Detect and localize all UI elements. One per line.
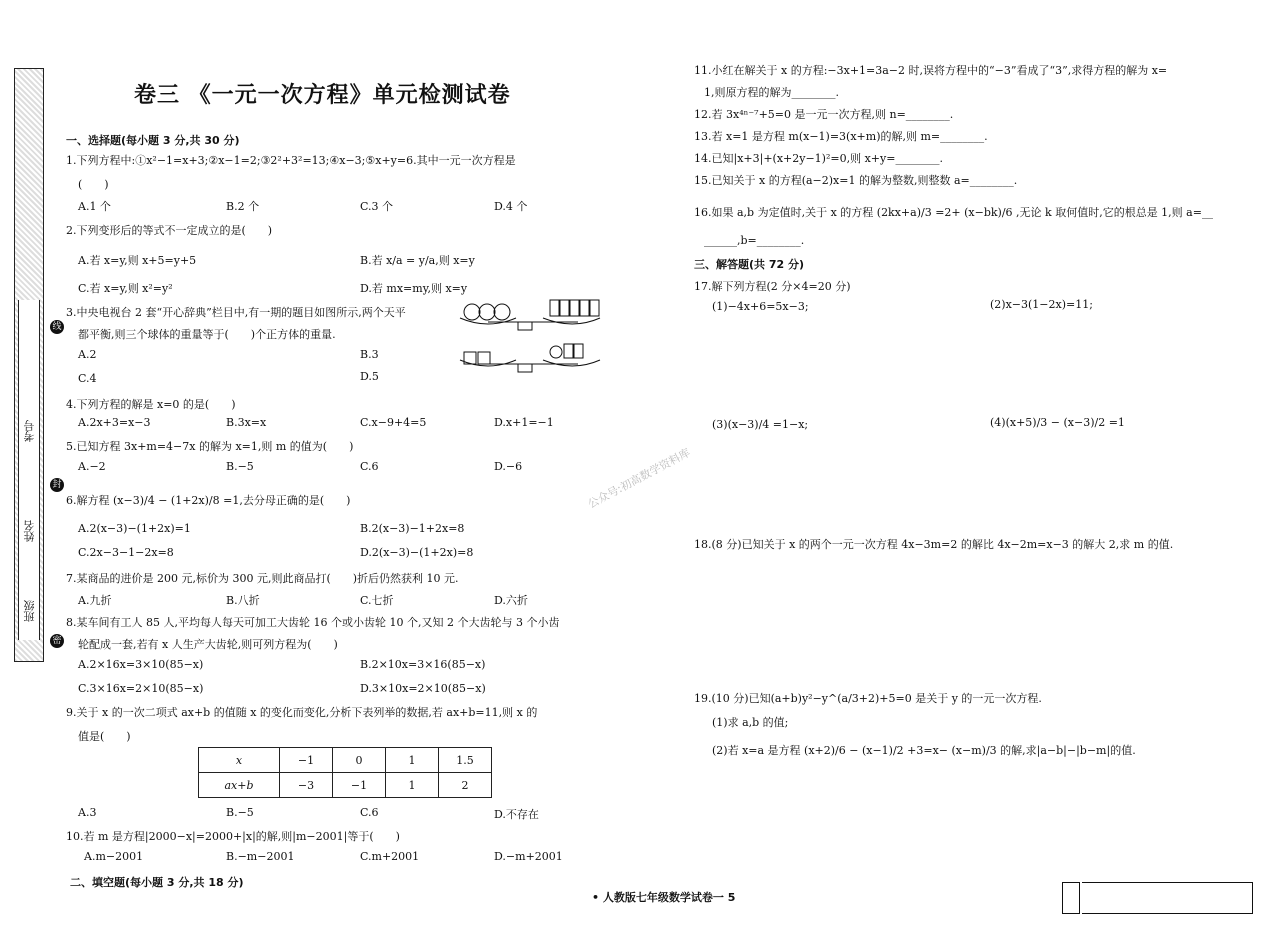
table-cell: 2 xyxy=(439,773,492,798)
q9-option-a: A.3 xyxy=(78,806,97,819)
q8-option-c: C.3×16x=2×10(85−x) xyxy=(78,682,204,695)
q17-part-4: (4)(x+5)/3 − (x−3)/2 =1 xyxy=(990,416,1125,429)
question-12: 12.若 3x⁴ⁿ⁻⁷+5=0 是一元一次方程,则 n=________. xyxy=(694,108,954,121)
q17-part-2: (2)x−3(1−2x)=11; xyxy=(990,298,1093,311)
binding-dot-seal: 封 xyxy=(50,478,64,492)
corner-mark xyxy=(1062,882,1080,914)
q8-option-b: B.2×10x=3×16(85−x) xyxy=(360,658,486,671)
question-13: 13.若 x=1 是方程 m(x−1)=3(x+m)的解,则 m=________. xyxy=(694,130,988,143)
section-answer-heading: 三、解答题(共 72 分) xyxy=(694,258,805,271)
fulcrum-shape xyxy=(518,364,532,372)
question-1: 1.下列方程中:①x²−1=x+3;②x−1=2;③2²+3²=13;④x−3;⑤x+y=6.其中一元一次方程是 xyxy=(66,154,516,167)
cube-shape xyxy=(570,300,579,316)
pan-shape xyxy=(543,360,600,366)
table-row xyxy=(199,748,492,773)
cube-shape xyxy=(550,300,559,316)
q8-option-a: A.2×16x=3×10(85−x) xyxy=(78,658,204,671)
question-7: 7.某商品的进价是 200 元,标价为 300 元,则此商品打( )折后仍然获利 10 元. xyxy=(66,572,459,585)
q7-option-b: B.八折 xyxy=(226,594,260,607)
table-cell: x xyxy=(199,748,280,773)
question-2: 2.下列变形后的等式不一定成立的是( ) xyxy=(66,224,273,237)
question-8-line2: 轮配成一套,若有 x 人生产大齿轮,则可列方程为( ) xyxy=(78,638,338,651)
question-15: 15.已知关于 x 的方程(a−2)x=1 的解为整数,则整数 a=________. xyxy=(694,174,1018,187)
binding-dot-secret: 密 xyxy=(50,634,64,648)
question-9-line2: 值是( ) xyxy=(78,730,131,743)
ball-shape xyxy=(494,304,510,320)
question-4: 4.下列方程的解是 x=0 的是( ) xyxy=(66,398,236,411)
q4-option-d: D.x+1=−1 xyxy=(494,416,554,429)
question-11-line1: 11.小红在解关于 x 的方程:−3x+1=3a−2 时,误将方程中的“−3”看成了“3”,求得方程的解为 x= xyxy=(694,64,1168,77)
table-cell: −1 xyxy=(333,773,386,798)
question-14: 14.已知|x+3|+(x+2y−1)²=0,则 x+y=________. xyxy=(694,152,943,165)
table-cell: 1 xyxy=(386,773,439,798)
question-16-line2: ______,b=________. xyxy=(704,234,805,247)
section-choice-heading: 一、选择题(每小题 3 分,共 30 分) xyxy=(66,134,240,147)
class-label: 班级 xyxy=(23,600,36,622)
question-10: 10.若 m 是方程|2000−x|=2000+|x|的解,则|m−2001|等于( ) xyxy=(66,830,400,843)
q4-option-c: C.x−9+4=5 xyxy=(360,416,427,429)
q3-option-d: D.5 xyxy=(360,370,379,383)
q5-option-b: B.−5 xyxy=(226,460,254,473)
question-18: 18.(8 分)已知关于 x 的两个一元一次方程 4x−3m=2 的解比 4x−2m=x−3 的解大 2,求 m 的值. xyxy=(694,538,1174,551)
question-19: 19.(10 分)已知(a+b)y²−y^(a/3+2)+5=0 是关于 y 的一元一次方程. xyxy=(694,692,1042,705)
balance-scales-figure xyxy=(458,298,603,382)
q10-option-b: B.−m−2001 xyxy=(226,850,295,863)
cube-shape xyxy=(590,300,599,316)
q1-option-c: C.3 个 xyxy=(360,200,394,213)
binding-strip xyxy=(18,300,40,640)
q3-option-c: C.4 xyxy=(78,372,97,385)
q5-option-d: D.−6 xyxy=(494,460,523,473)
ball-shape xyxy=(550,346,562,358)
q7-option-a: A.九折 xyxy=(78,594,112,607)
exam-no-label: 考号 xyxy=(23,420,36,442)
q4-option-b: B.3x=x xyxy=(226,416,267,429)
q6-option-b: B.2(x−3)−1+2x=8 xyxy=(360,522,465,535)
page-title: 卷三 《一元一次方程》单元检测试卷 xyxy=(134,83,511,108)
q4-option-a: A.2x+3=x−3 xyxy=(78,416,151,429)
q17-part-3: (3)(x−3)/4 =1−x; xyxy=(712,418,809,431)
name-label: 姓名 xyxy=(23,520,36,542)
question-5: 5.已知方程 3x+m=4−7x 的解为 x=1,则 m 的值为( ) xyxy=(66,440,354,453)
question-1-blank: ( ) xyxy=(78,178,109,191)
q1-option-b: B.2 个 xyxy=(226,200,260,213)
ball-shape xyxy=(479,304,495,320)
q3-option-b: B.3 xyxy=(360,348,379,361)
fulcrum-shape xyxy=(518,322,532,330)
q6-option-a: A.2(x−3)−(1+2x)=1 xyxy=(78,522,191,535)
table-cell: −1 xyxy=(280,748,333,773)
q9-table xyxy=(198,747,492,798)
question-17: 17.解下列方程(2 分×4=20 分) xyxy=(694,280,851,293)
q8-option-d: D.3×10x=2×10(85−x) xyxy=(360,682,486,695)
question-3-line1: 3.中央电视台 2 套“开心辞典”栏目中,有一期的题目如图所示,两个天平 xyxy=(66,306,406,319)
table-cell: 0 xyxy=(333,748,386,773)
q10-option-c: C.m+2001 xyxy=(360,850,420,863)
q2-option-b: B.若 x/a = y/a,则 x=y xyxy=(360,254,475,267)
question-11-line2: 1,则原方程的解为________. xyxy=(704,86,839,99)
table-cell: 1.5 xyxy=(439,748,492,773)
section-fill-heading: 二、填空题(每小题 3 分,共 18 分) xyxy=(70,876,244,889)
cube-shape xyxy=(560,300,569,316)
ball-shape xyxy=(464,304,480,320)
table-cell: 1 xyxy=(386,748,439,773)
q5-option-a: A.−2 xyxy=(78,460,106,473)
binding-dot-line: 线 xyxy=(50,320,64,334)
question-9-line1: 9.关于 x 的一次二项式 ax+b 的值随 x 的变化而变化,分析下表列举的数据,若 ax+b=11,则 x 的 xyxy=(66,706,538,719)
watermark: 公众号:初高数学资料库 xyxy=(585,446,693,511)
q5-option-c: C.6 xyxy=(360,460,379,473)
q2-option-c: C.若 x=y,则 x²=y² xyxy=(78,282,173,295)
q17-part-1: (1)−4x+6=5x−3; xyxy=(712,300,809,313)
q9-option-d: D.不存在 xyxy=(494,808,539,821)
question-16-line1: 16.如果 a,b 为定值时,关于 x 的方程 (2kx+a)/3 =2+ (x−bk)/6 ,无论 k 取何值时,它的根总是 1,则 a=__ xyxy=(694,206,1213,219)
cube-shape xyxy=(580,300,589,316)
table-row xyxy=(199,773,492,798)
cube-shape xyxy=(478,352,490,364)
page-footer: • 人教版七年级数学试卷一 5 xyxy=(592,891,736,904)
corner-mark xyxy=(1082,882,1253,914)
q1-option-d: D.4 个 xyxy=(494,200,528,213)
q9-option-c: C.6 xyxy=(360,806,379,819)
q7-option-d: D.六折 xyxy=(494,594,528,607)
q3-option-a: A.2 xyxy=(78,348,97,361)
table-cell: −3 xyxy=(280,773,333,798)
pan-shape xyxy=(543,318,600,324)
question-6: 6.解方程 (x−3)/4 − (1+2x)/8 =1,去分母正确的是( ) xyxy=(66,494,351,507)
q6-option-d: D.2(x−3)−(1+2x)=8 xyxy=(360,546,474,559)
q6-option-c: C.2x−3−1−2x=8 xyxy=(78,546,174,559)
q10-option-a: A.m−2001 xyxy=(84,850,144,863)
q2-option-d: D.若 mx=my,则 x=y xyxy=(360,282,468,295)
cube-shape xyxy=(574,344,583,358)
q2-option-a: A.若 x=y,则 x+5=y+5 xyxy=(78,254,197,267)
q9-option-b: B.−5 xyxy=(226,806,254,819)
question-3-line2: 都平衡,则三个球体的重量等于( )个正方体的重量. xyxy=(78,328,336,341)
pan-shape xyxy=(460,360,516,366)
q19-part-1: (1)求 a,b 的值; xyxy=(712,716,789,729)
q1-option-a: A.1 个 xyxy=(78,200,111,213)
question-8-line1: 8.某车间有工人 85 人,平均每人每天可加工大齿轮 16 个或小齿轮 10 个,又知 2 个大齿轮与 3 个小齿 xyxy=(66,616,560,629)
q10-option-d: D.−m+2001 xyxy=(494,850,563,863)
q7-option-c: C.七折 xyxy=(360,594,394,607)
cube-shape xyxy=(564,344,573,358)
q19-part-2: (2)若 x=a 是方程 (x+2)/6 − (x−1)/2 +3=x− (x−m)/3 的解,求|a−b|−|b−m|的值. xyxy=(712,744,1136,757)
table-cell: ax+b xyxy=(199,773,280,798)
